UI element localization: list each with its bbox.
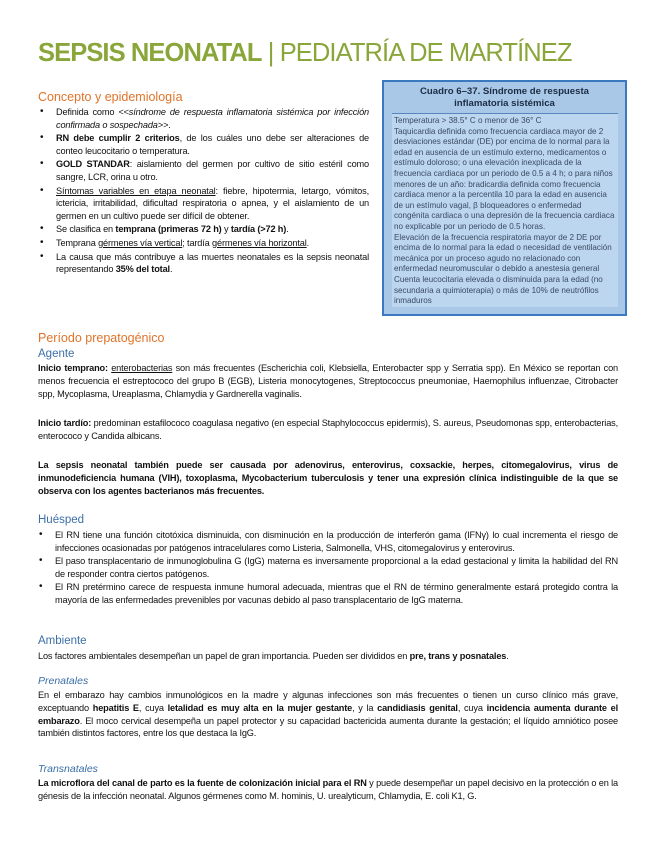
list-item: • Síntomas variables en etapa neonatal: fiebre, hipotermia, letargo, vómitos, ictericia, irritabilidad, dificultad respiratoria o apnea, y el aislamiento de un germen en un cultivo puede ser difícil de obtener.	[39, 185, 369, 223]
list-item: • Se clasifica en temprana (primeras 72 h) y tardía (>72 h).	[39, 223, 369, 236]
ambiente-paragraph: Los factores ambientales desempeñan un papel de gran importancia. Pueden ser divididos en pre, trans y posnatales.	[38, 651, 509, 661]
criterion-heart-rate: Taquicardia definida como frecuencia cardiaca mayor de 2 desviaciones estándar (DE) por encima de lo normal para la edad en ausencia de un estímulo externo, medicamentos o estímulo doloroso; o una elevación inexplicada de la frecuencia cardiaca por un periodo de 0.5 a 4 h; o para niños menores de un año: bradicardia definida como frecuencia cardiaca menor a la percentila 10 para la edad en ausencia de un estímulo vagal, β bloqueadores o enfermedad congénita cardiaca o una depresión de la frecuencia cardiaca no explicable por un periodo de 0.5 horas.	[394, 126, 615, 231]
title-main: SEPSIS NEONATAL	[38, 39, 262, 67]
list-item: • GOLD STANDAR: aislamiento del germen por cultivo de sitio estéril como sangre, LCR, orina u otro.	[39, 158, 369, 183]
list-item: • RN debe cumplir 2 criterios, de los cuáles uno debe ser alteraciones de conteo leucocitario o temperatura.	[39, 132, 369, 157]
criterion-respiratory-rate: Elevación de la frecuencia respiratoria mayor de 2 DE por encima de lo normal para la edad o necesidad de ventilación mecánica por un proceso agudo no relacionado con enfermedad neuromuscular o debido a anestesia general	[394, 232, 612, 274]
heading-concepto: Concepto y epidemiología	[38, 90, 183, 104]
heading-prenatales: Prenatales	[38, 675, 89, 687]
heading-ambiente: Ambiente	[38, 635, 87, 647]
title-separator: |	[267, 39, 274, 67]
title-subtitle: PEDIATRÍA DE MARTÍNEZ	[279, 39, 572, 67]
list-item: • Temprana gérmenes vía vertical; tardía gérmenes vía horizontal.	[39, 237, 369, 250]
list-item: • El paso transplacentario de inmunoglobulina G (IgG) materna es inversamente proporcional a la edad gestacional y limita la habilidad del RN de responder contra ciertos patógenos.	[38, 555, 618, 580]
agente-viral-paragraph: La sepsis neonatal también puede ser causada por adenovirus, enterovirus, coxsackie, herpes, citomegalovirus, virus de inmunodeficiencia humana (VIH), toxoplasma, Mycobacterium tuberculosis y tener una expresión clínica indistinguible de la que se observa con los agentes bacterianos más frecuentes.	[38, 460, 618, 496]
list-item: • La causa que más contribuye a las muertes neonatales es la sepsis neonatal representando 35% del total.	[39, 251, 369, 276]
heading-prepatogenico: Período prepatogénico	[38, 331, 165, 345]
table-content	[392, 113, 618, 307]
sirs-table-box	[382, 80, 627, 316]
concepto-list	[39, 106, 369, 277]
table-title: Cuadro 6–37. Síndrome de respuesta inflamatoria sistémica	[419, 86, 589, 109]
heading-huesped: Huésped	[38, 514, 85, 526]
transnatales-paragraph: La microflora del canal de parto es la fuente de colonización inicial para el RN y puede desempeñar un papel decisivo en la protección o en la génesis de la infección neonatal. Algunos gérmenes como M. hominis, U. urealyticum, Chlamydia, E. coli K1, G.	[38, 778, 618, 801]
heading-transnatales: Transnatales	[38, 763, 98, 775]
agente-early-paragraph: Inicio temprano: enterobacterias son más frecuentes (Escherichia coli, Klebsiella, Enterobacter spp y Serratia spp). En México se reportan con menos frecuencia el estreptococo del grupo B (EGB), Listeria monocytogenes, Streptococcus pneumoniae, Haemophilus influenzae, Citrobacter spp, Mycoplasma, Ureaplasma, Chlamydia y Gardnerella vaginalis.	[38, 363, 619, 399]
list-item: • El RN pretérmino carece de respuesta inmune humoral adecuada, mientras que el RN de término generalmente estará protegido contra la mayoría de las enfermedades prevenibles por vacunas debido al paso transplacentario de IgG materna.	[38, 581, 618, 606]
list-item: • El RN tiene una función citotóxica disminuida, con disminución en la producción de interferón gama (IFNγ) lo cual incrementa el riesgo de infecciones ocasionadas por patógenos intracelulares como Listeria, Salmonella, VHS, citomegalovirus y enterovirus.	[38, 529, 618, 554]
criterion-leukocytes: Cuenta leucocitaria elevada o disminuida para la edad (no secundaria a quimioterapia) o más de 10% de neutrófilos inmaduros	[394, 274, 603, 306]
heading-agente: Agente	[38, 348, 75, 360]
prenatales-paragraph: En el embarazo hay cambios inmunológicos en la madre y algunas infecciones son más frecuentes o tienen un curso clínico más grave, exceptuando hepatitis E, cuya letalidad es muy alta en la mujer gestante, y la candidiasis genital, cuya incidencia aumenta durante el embarazo. El moco cervical desempeña un papel protector y su capacidad bactericida aumenta durante la gestación; el líquido amniótico posee también distintos factores, entre los que destaca la IgG.	[38, 690, 619, 739]
list-item: • Definida como <<síndrome de respuesta inflamatoria sistémica por infección confirmada o sospechada>>.	[39, 106, 369, 131]
criterion-temperature: Temperatura > 38.5° C o menor de 36° C	[394, 116, 542, 125]
page-title	[38, 38, 638, 68]
agente-late-paragraph: Inicio tardío: predominan estafilococo coagulasa negativo (en especial Staphylococcus epidermis), S. aureus, Pseudomonas spp, enterobacterias, enterococo y Candida albicans.	[38, 418, 618, 441]
huesped-list	[38, 529, 618, 608]
